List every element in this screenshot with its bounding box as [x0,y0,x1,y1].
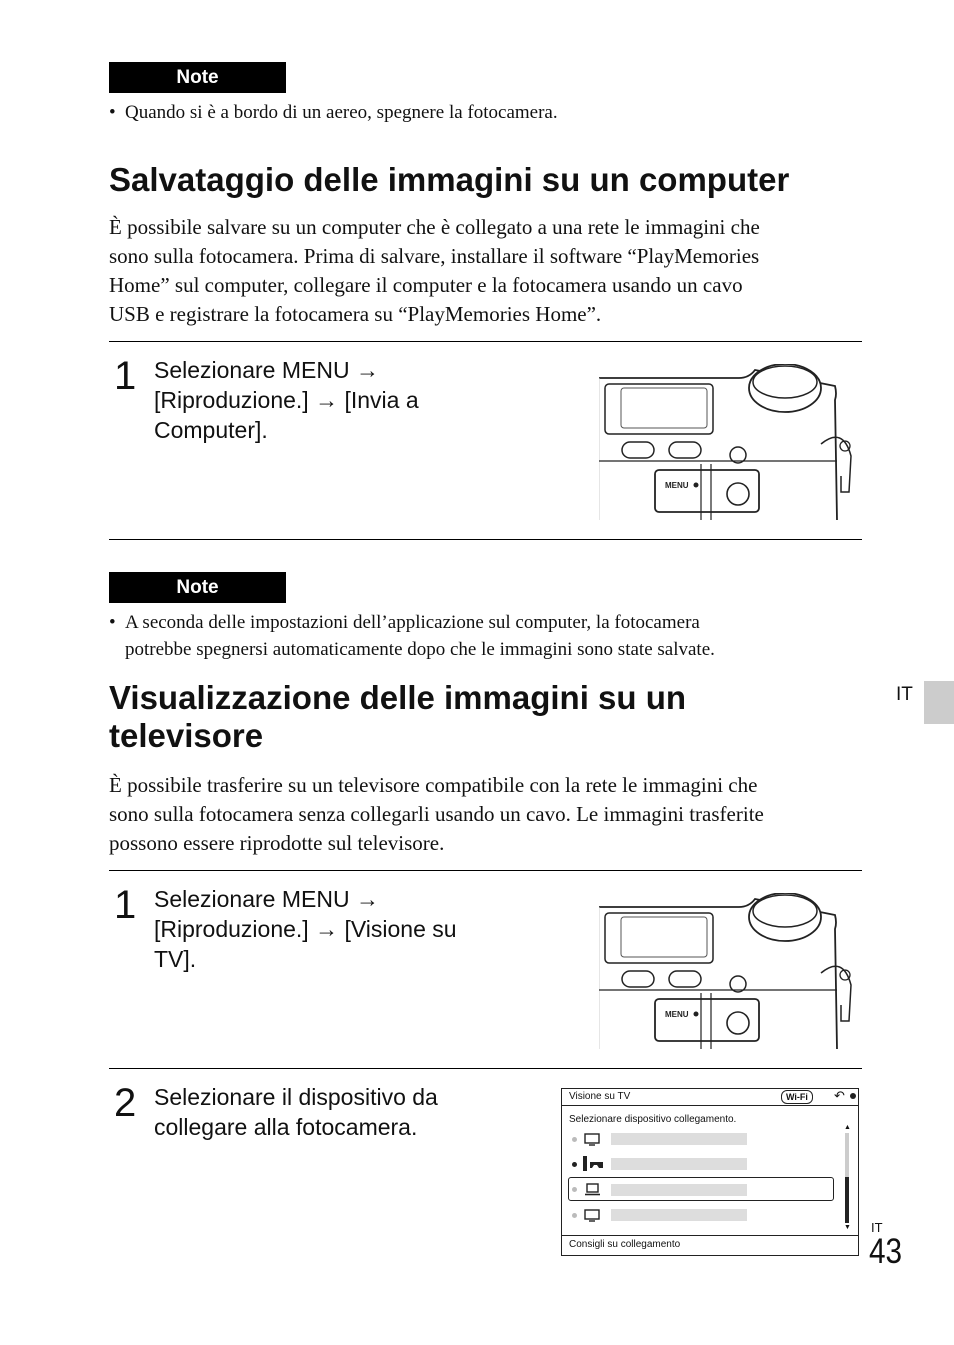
scrollbar-thumb[interactable] [845,1177,849,1223]
step-line: Selezionare il dispositivo da [154,1084,438,1110]
step-instruction [154,355,534,445]
section-paragraph [109,213,859,329]
bullet-mark: • [109,612,116,633]
camera-screen [561,1088,859,1256]
section-paragraph [109,771,859,858]
step-line: [Riproduzione.] → [Visione su [154,916,457,942]
screen-prompt: Selezionare dispositivo collegamento. [569,1114,737,1125]
step-line: TV]. [154,946,197,972]
device-name-bar[interactable] [611,1209,747,1221]
paragraph-line: possono essere riprodotte sul televisore. [109,831,445,855]
media-player-icon [582,1155,604,1172]
step-line: collegare alla fotocamera. [154,1114,418,1140]
note-bullet [109,99,869,126]
bullet-mark: • [109,102,116,123]
page-number: 43 [869,1232,903,1271]
divider [109,870,862,871]
paragraph-line: È possibile salvare su un computer che è collegato a una rete le immagini che [109,215,760,239]
laptop-icon [584,1183,601,1196]
device-name-bar[interactable] [611,1184,747,1196]
step-instruction [154,1082,534,1142]
note-line: potrebbe spegnersi automaticamente dopo che le immagini sono state salvate. [125,639,715,660]
paragraph-line: Home” sul computer, collegare il computer e la fotocamera usando un cavo [109,273,743,297]
section-heading [109,679,686,755]
side-language-label: IT [896,684,913,705]
row-dot [572,1213,577,1218]
row-dot [572,1187,577,1192]
select-dot-icon [850,1093,856,1099]
side-tab-marker [924,681,954,724]
paragraph-line: USB e registrare la fotocamera su “PlayMemories Home”. [109,302,602,326]
heading-line: Visualizzazione delle immagini su un [109,679,687,716]
menu-button-label: MENU [665,481,689,490]
wifi-icon: Wi-Fi [781,1090,813,1104]
step-instruction [154,884,534,974]
menu-button-label: MENU [665,1010,689,1019]
tv-icon [584,1133,600,1146]
page-language: IT [871,1220,883,1235]
step-line: Computer]. [154,417,268,443]
note-text: Quando si è a bordo di un aereo, spegnere la fotocamera. [125,102,558,123]
step-line: [Riproduzione.] → [Invia a [154,387,419,413]
screen-title: Visione su TV [569,1091,631,1102]
step-number: 1 [114,354,137,398]
note-text [125,609,845,663]
screen-footer[interactable]: Consigli su collegamento [569,1239,681,1250]
scroll-up-icon[interactable]: ▲ [844,1124,851,1131]
paragraph-line: sono sulla fotocamera. Prima di salvare, installare il software “PlayMemories [109,244,760,268]
device-name-bar[interactable] [611,1133,747,1145]
camera-illustration [599,364,859,520]
divider [109,341,862,342]
divider [109,539,862,540]
paragraph-line: È possibile trasferire su un televisore compatibile con la rete le immagini che [109,773,758,797]
divider [109,1068,862,1069]
row-dot [572,1162,577,1167]
heading-line: televisore [109,717,264,754]
back-icon[interactable]: ↶ [834,1088,845,1103]
step-number: 1 [114,883,137,927]
footer-divider [562,1235,858,1236]
step-line: Selezionare MENU → [154,357,379,383]
scroll-down-icon[interactable]: ▼ [844,1224,851,1231]
step-line: Selezionare MENU → [154,886,379,912]
camera-illustration [599,893,859,1049]
row-dot [572,1137,577,1142]
section-heading: Salvataggio delle immagini su un computer [109,161,790,198]
tv-icon [584,1209,600,1222]
step-number: 2 [114,1081,137,1125]
note-bullet [109,609,869,663]
note-label: Note [109,62,286,93]
note-label: Note [109,572,286,603]
note-line: A seconda delle impostazioni dell’applicazione sul computer, la fotocamera [125,612,700,633]
device-name-bar[interactable] [611,1158,747,1170]
title-divider [562,1105,858,1106]
paragraph-line: sono sulla fotocamera senza collegarli usando un cavo. Le immagini trasferite [109,802,764,826]
